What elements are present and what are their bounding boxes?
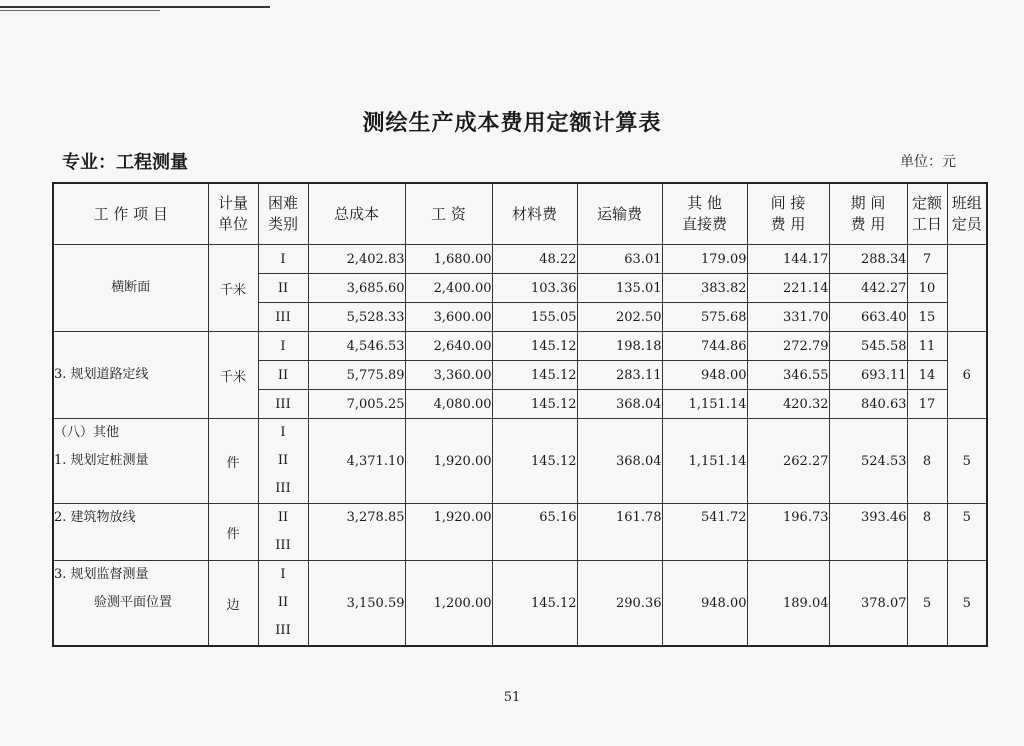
section-heading: （八）其他 (54, 425, 120, 440)
col-header-material: 材料费 (492, 183, 577, 245)
material-cell: 145.12 (492, 361, 577, 390)
other-direct-cell: 383.82 (662, 274, 747, 303)
transport-cell: 198.18 (577, 332, 662, 361)
total-cost-cell: 5,528.33 (308, 303, 405, 332)
difficulty-class: III (275, 481, 291, 496)
wage-cell: 3,600.00 (405, 303, 492, 332)
specialty-label: 专业：工程测量 (62, 152, 188, 173)
material-cell: 48.22 (492, 245, 577, 274)
other-direct-cell: 948.00 (662, 561, 747, 647)
col-header-total-cost: 总成本 (308, 183, 405, 245)
col-header-crew: 班组 定员 (947, 183, 987, 245)
difficulty-class-stack (258, 419, 308, 504)
period-cell: 378.07 (829, 561, 907, 647)
crew-cell: 5 (947, 561, 987, 647)
difficulty-class: II (258, 361, 308, 390)
material-cell: 103.36 (492, 274, 577, 303)
transport-cell: 368.04 (577, 419, 662, 504)
cost-quota-table (52, 182, 988, 647)
item-label: 2. 建筑物放线 (54, 510, 136, 525)
crew-cell (947, 245, 987, 332)
transport-cell: 63.01 (577, 245, 662, 274)
quota-days-cell: 14 (907, 361, 947, 390)
difficulty-class-stack (258, 561, 308, 647)
page-number: 51 (503, 690, 521, 705)
indirect-cell: 144.17 (747, 245, 829, 274)
quota-days-cell: 17 (907, 390, 947, 419)
other-direct-cell: 1,151.14 (662, 390, 747, 419)
scan-edge-line (0, 6, 270, 8)
item-name (53, 561, 208, 647)
difficulty-class: II (277, 453, 289, 468)
difficulty-class: I (280, 425, 286, 440)
col-header-difficulty: 困难 类别 (258, 183, 308, 245)
transport-cell: 368.04 (577, 390, 662, 419)
total-cost-cell: 3,278.85 (308, 504, 405, 561)
other-direct-cell: 948.00 (662, 361, 747, 390)
page-title: 测绘生产成本费用定额计算表 (362, 110, 662, 136)
wage-cell: 1,920.00 (405, 504, 492, 561)
transport-cell: 161.78 (577, 504, 662, 561)
total-cost-cell: 5,775.89 (308, 361, 405, 390)
difficulty-class-stack (258, 504, 308, 561)
col-header-indirect: 间 接 费 用 (747, 183, 829, 245)
table-row (53, 504, 987, 561)
crew-cell: 5 (947, 504, 987, 561)
quota-days-cell: 5 (907, 561, 947, 647)
quota-days-cell: 15 (907, 303, 947, 332)
difficulty-class: I (258, 332, 308, 361)
material-cell: 145.12 (492, 419, 577, 504)
wage-cell: 1,200.00 (405, 561, 492, 647)
item-name (53, 419, 208, 504)
crew-cell: 5 (947, 419, 987, 504)
indirect-cell: 331.70 (747, 303, 829, 332)
other-direct-cell: 1,151.14 (662, 419, 747, 504)
transport-cell: 202.50 (577, 303, 662, 332)
total-cost-cell: 3,685.60 (308, 274, 405, 303)
wage-cell: 2,640.00 (405, 332, 492, 361)
period-cell: 288.34 (829, 245, 907, 274)
indirect-cell: 272.79 (747, 332, 829, 361)
total-cost-cell: 3,150.59 (308, 561, 405, 647)
currency-unit-label: 单位：元 (900, 154, 956, 170)
table-row (53, 561, 987, 647)
difficulty-class: II (277, 510, 289, 525)
quota-days-cell: 8 (907, 504, 947, 561)
period-cell: 693.11 (829, 361, 907, 390)
item-name: 3. 规划道路定线 (53, 332, 208, 419)
difficulty-class: III (275, 538, 291, 553)
unit-cell: 千米 (208, 332, 258, 419)
quota-days-cell: 8 (907, 419, 947, 504)
scan-edge-line-2 (0, 10, 160, 11)
material-cell: 145.12 (492, 390, 577, 419)
table-row (53, 419, 987, 504)
table-row (53, 245, 987, 274)
indirect-cell: 189.04 (747, 561, 829, 647)
difficulty-class: II (258, 274, 308, 303)
difficulty-class: II (277, 595, 289, 610)
difficulty-class: III (258, 303, 308, 332)
other-direct-cell: 575.68 (662, 303, 747, 332)
other-direct-cell: 179.09 (662, 245, 747, 274)
wage-cell: 4,080.00 (405, 390, 492, 419)
period-cell: 840.63 (829, 390, 907, 419)
quota-days-cell: 10 (907, 274, 947, 303)
col-header-unit: 计量 单位 (208, 183, 258, 245)
total-cost-cell: 7,005.25 (308, 390, 405, 419)
unit-cell: 边 (208, 561, 258, 647)
total-cost-cell: 4,371.10 (308, 419, 405, 504)
wage-cell: 2,400.00 (405, 274, 492, 303)
period-cell: 524.53 (829, 419, 907, 504)
quota-days-cell: 11 (907, 332, 947, 361)
col-header-item: 工 作 项 目 (53, 183, 208, 245)
col-header-wage: 工 资 (405, 183, 492, 245)
wage-cell: 3,360.00 (405, 361, 492, 390)
period-cell: 545.58 (829, 332, 907, 361)
material-cell: 65.16 (492, 504, 577, 561)
col-header-period: 期 间 费 用 (829, 183, 907, 245)
difficulty-class: I (258, 245, 308, 274)
col-header-quota-days: 定额 工日 (907, 183, 947, 245)
wage-cell: 1,920.00 (405, 419, 492, 504)
material-cell: 145.12 (492, 561, 577, 647)
indirect-cell: 346.55 (747, 361, 829, 390)
unit-cell: 件 (208, 504, 258, 561)
total-cost-cell: 4,546.53 (308, 332, 405, 361)
table-header-row (53, 183, 987, 245)
unit-cell: 件 (208, 419, 258, 504)
transport-cell: 283.11 (577, 361, 662, 390)
other-direct-cell: 541.72 (662, 504, 747, 561)
difficulty-class: III (275, 623, 291, 638)
period-cell: 663.40 (829, 303, 907, 332)
period-cell: 442.27 (829, 274, 907, 303)
transport-cell: 290.36 (577, 561, 662, 647)
other-direct-cell: 744.86 (662, 332, 747, 361)
item-label: 3. 规划监督测量 (54, 567, 149, 582)
table-row (53, 332, 987, 361)
period-cell: 393.46 (829, 504, 907, 561)
indirect-cell: 420.32 (747, 390, 829, 419)
quota-days-cell: 7 (907, 245, 947, 274)
difficulty-class: III (258, 390, 308, 419)
material-cell: 145.12 (492, 332, 577, 361)
item-name: 横断面 (53, 245, 208, 332)
wage-cell: 1,680.00 (405, 245, 492, 274)
item-name (53, 504, 208, 561)
indirect-cell: 262.27 (747, 419, 829, 504)
item-sublabel: 验测平面位置 (94, 595, 173, 610)
material-cell: 155.05 (492, 303, 577, 332)
col-header-transport: 运输费 (577, 183, 662, 245)
item-label: 1. 规划定桩测量 (54, 453, 149, 468)
indirect-cell: 221.14 (747, 274, 829, 303)
difficulty-class: I (280, 567, 286, 582)
indirect-cell: 196.73 (747, 504, 829, 561)
col-header-other-direct: 其 他 直接费 (662, 183, 747, 245)
total-cost-cell: 2,402.83 (308, 245, 405, 274)
unit-cell: 千米 (208, 245, 258, 332)
transport-cell: 135.01 (577, 274, 662, 303)
crew-cell: 6 (947, 332, 987, 419)
